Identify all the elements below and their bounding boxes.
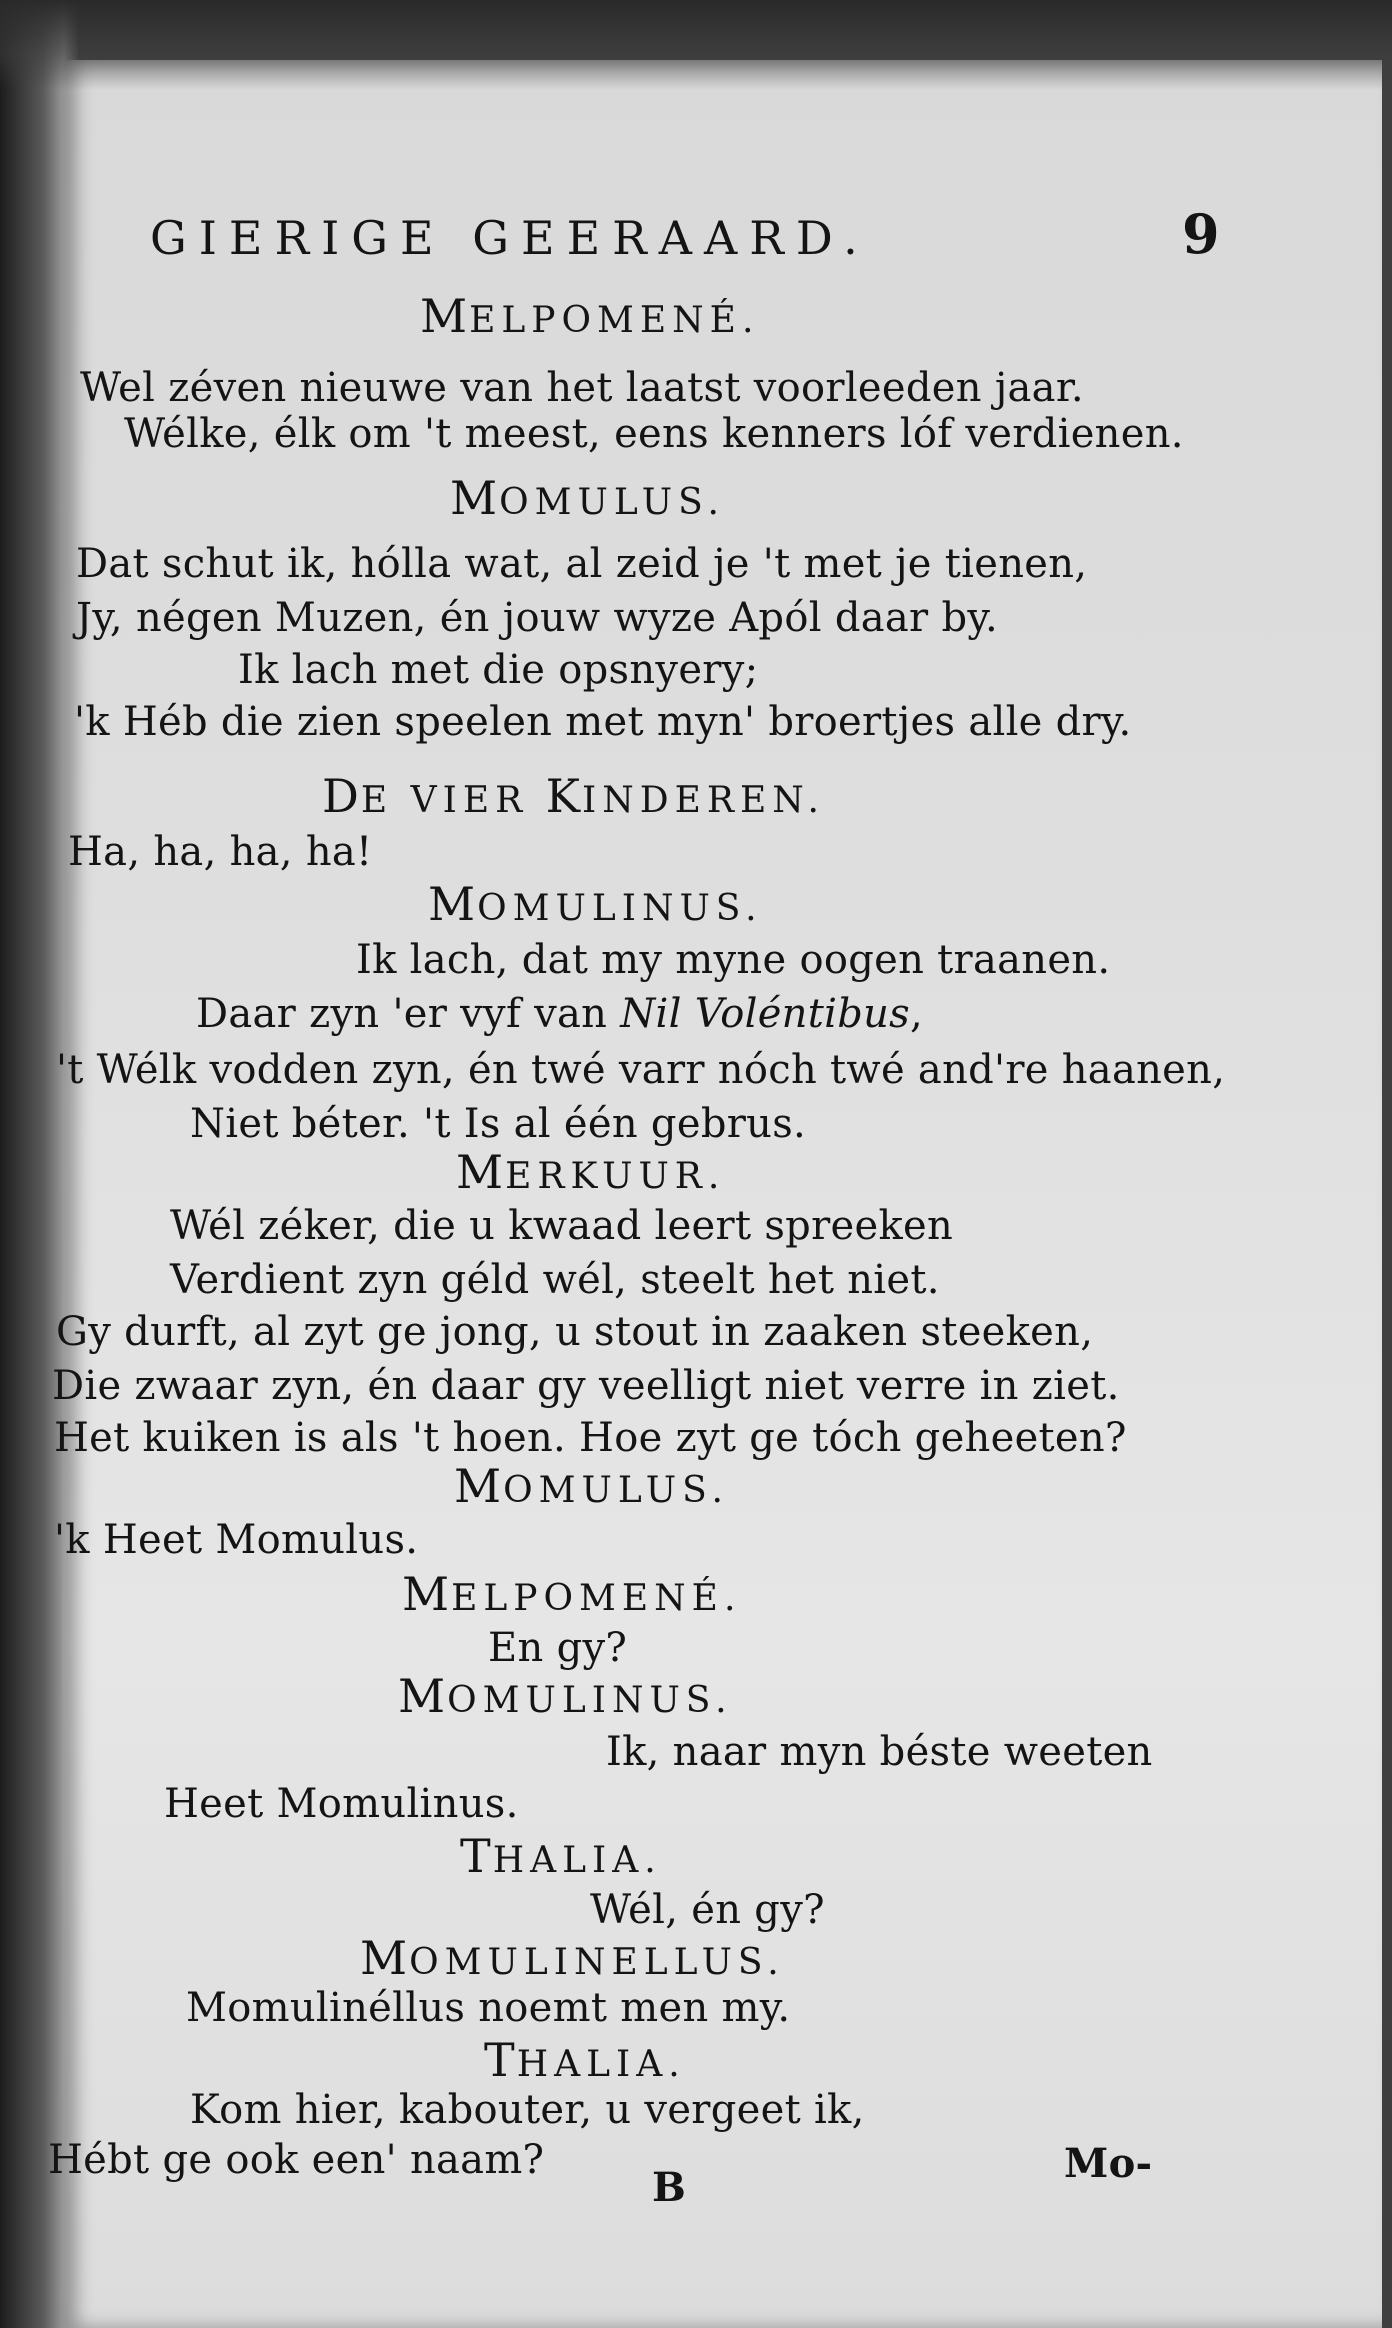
- verse-line: 't Wélk vodden zyn, én twé varr nóch twé and're haanen,: [56, 1047, 1226, 1093]
- verse-line: Ik, naar myn béste weeten: [606, 1729, 1153, 1775]
- verse-line: Momulinéllus noemt men my.: [186, 1985, 791, 2031]
- top-shadow: [0, 0, 1392, 90]
- verse-line: 'k Héb die zien speelen met myn' broertjes alle dry.: [74, 699, 1132, 745]
- verse-line: Daar zyn 'er vyf van Nil Voléntibus,: [196, 991, 924, 1037]
- speaker-heading: MOMULUS.: [454, 1459, 729, 1513]
- verse-line: Die zwaar zyn, én daar gy veelligt niet verre in ziet.: [52, 1363, 1120, 1409]
- verse-line: Ik lach, dat my myne oogen traanen.: [356, 937, 1111, 983]
- speaker-heading: MELPOMENÉ.: [420, 289, 760, 343]
- verse-line: Wél, én gy?: [590, 1887, 825, 1933]
- verse-line: Ha, ha, ha, ha!: [68, 829, 373, 875]
- verse-line: Jy, négen Muzen, én jouw wyze Apól daar by.: [76, 595, 998, 641]
- verse-line: En gy?: [488, 1625, 628, 1671]
- verse-line: Hébt ge ook een' naam?: [48, 2137, 545, 2183]
- verse-line: Wél zéker, die u kwaad leert spreeken: [170, 1203, 954, 1249]
- speaker-heading: THALIA.: [484, 2033, 686, 2087]
- verse-line: Verdient zyn géld wél, steelt het niet.: [170, 1257, 940, 1303]
- verse-line: Heet Momulinus.: [164, 1781, 519, 1827]
- verse-line: Wélke, élk om 't meest, eens kenners lóf verdienen.: [124, 411, 1184, 457]
- speaker-heading: THALIA.: [460, 1829, 662, 1883]
- verse-line: Het kuiken is als 't hoen. Hoe zyt ge tóch geheeten?: [54, 1415, 1127, 1461]
- verse-line: Gy durft, al zyt ge jong, u stout in zaaken steeken,: [56, 1309, 1094, 1355]
- speaker-heading: MOMULINELLUS.: [360, 1931, 785, 1985]
- verse-line: 'k Heet Momulus.: [54, 1517, 419, 1563]
- speaker-heading: MOMULINUS.: [398, 1669, 733, 1723]
- signature-mark: B: [652, 2164, 687, 2211]
- page-number: 9: [1182, 202, 1220, 266]
- verse-line: Wel zéven nieuwe van het laatst voorleeden jaar.: [80, 365, 1084, 411]
- running-head-title: GIERIGE GEERAARD.: [150, 211, 870, 265]
- verse-line: Ik lach met die opsnyery;: [238, 647, 759, 693]
- verse-line: Dat schut ik, hólla wat, al zeid je 't met je tienen,: [76, 541, 1088, 587]
- catchword: Mo-: [1064, 2140, 1153, 2187]
- speaker-heading: MOMULINUS.: [428, 877, 763, 931]
- speaker-heading: MOMULUS.: [450, 471, 725, 525]
- speaker-heading: DE VIER KINDEREN.: [322, 769, 825, 823]
- speaker-heading: MERKUUR.: [456, 1145, 726, 1199]
- verse-line: Kom hier, kabouter, u vergeet ik,: [190, 2087, 865, 2133]
- speaker-heading: MELPOMENÉ.: [402, 1567, 742, 1621]
- verse-line: Niet béter. 't Is al één gebrus.: [190, 1101, 807, 1147]
